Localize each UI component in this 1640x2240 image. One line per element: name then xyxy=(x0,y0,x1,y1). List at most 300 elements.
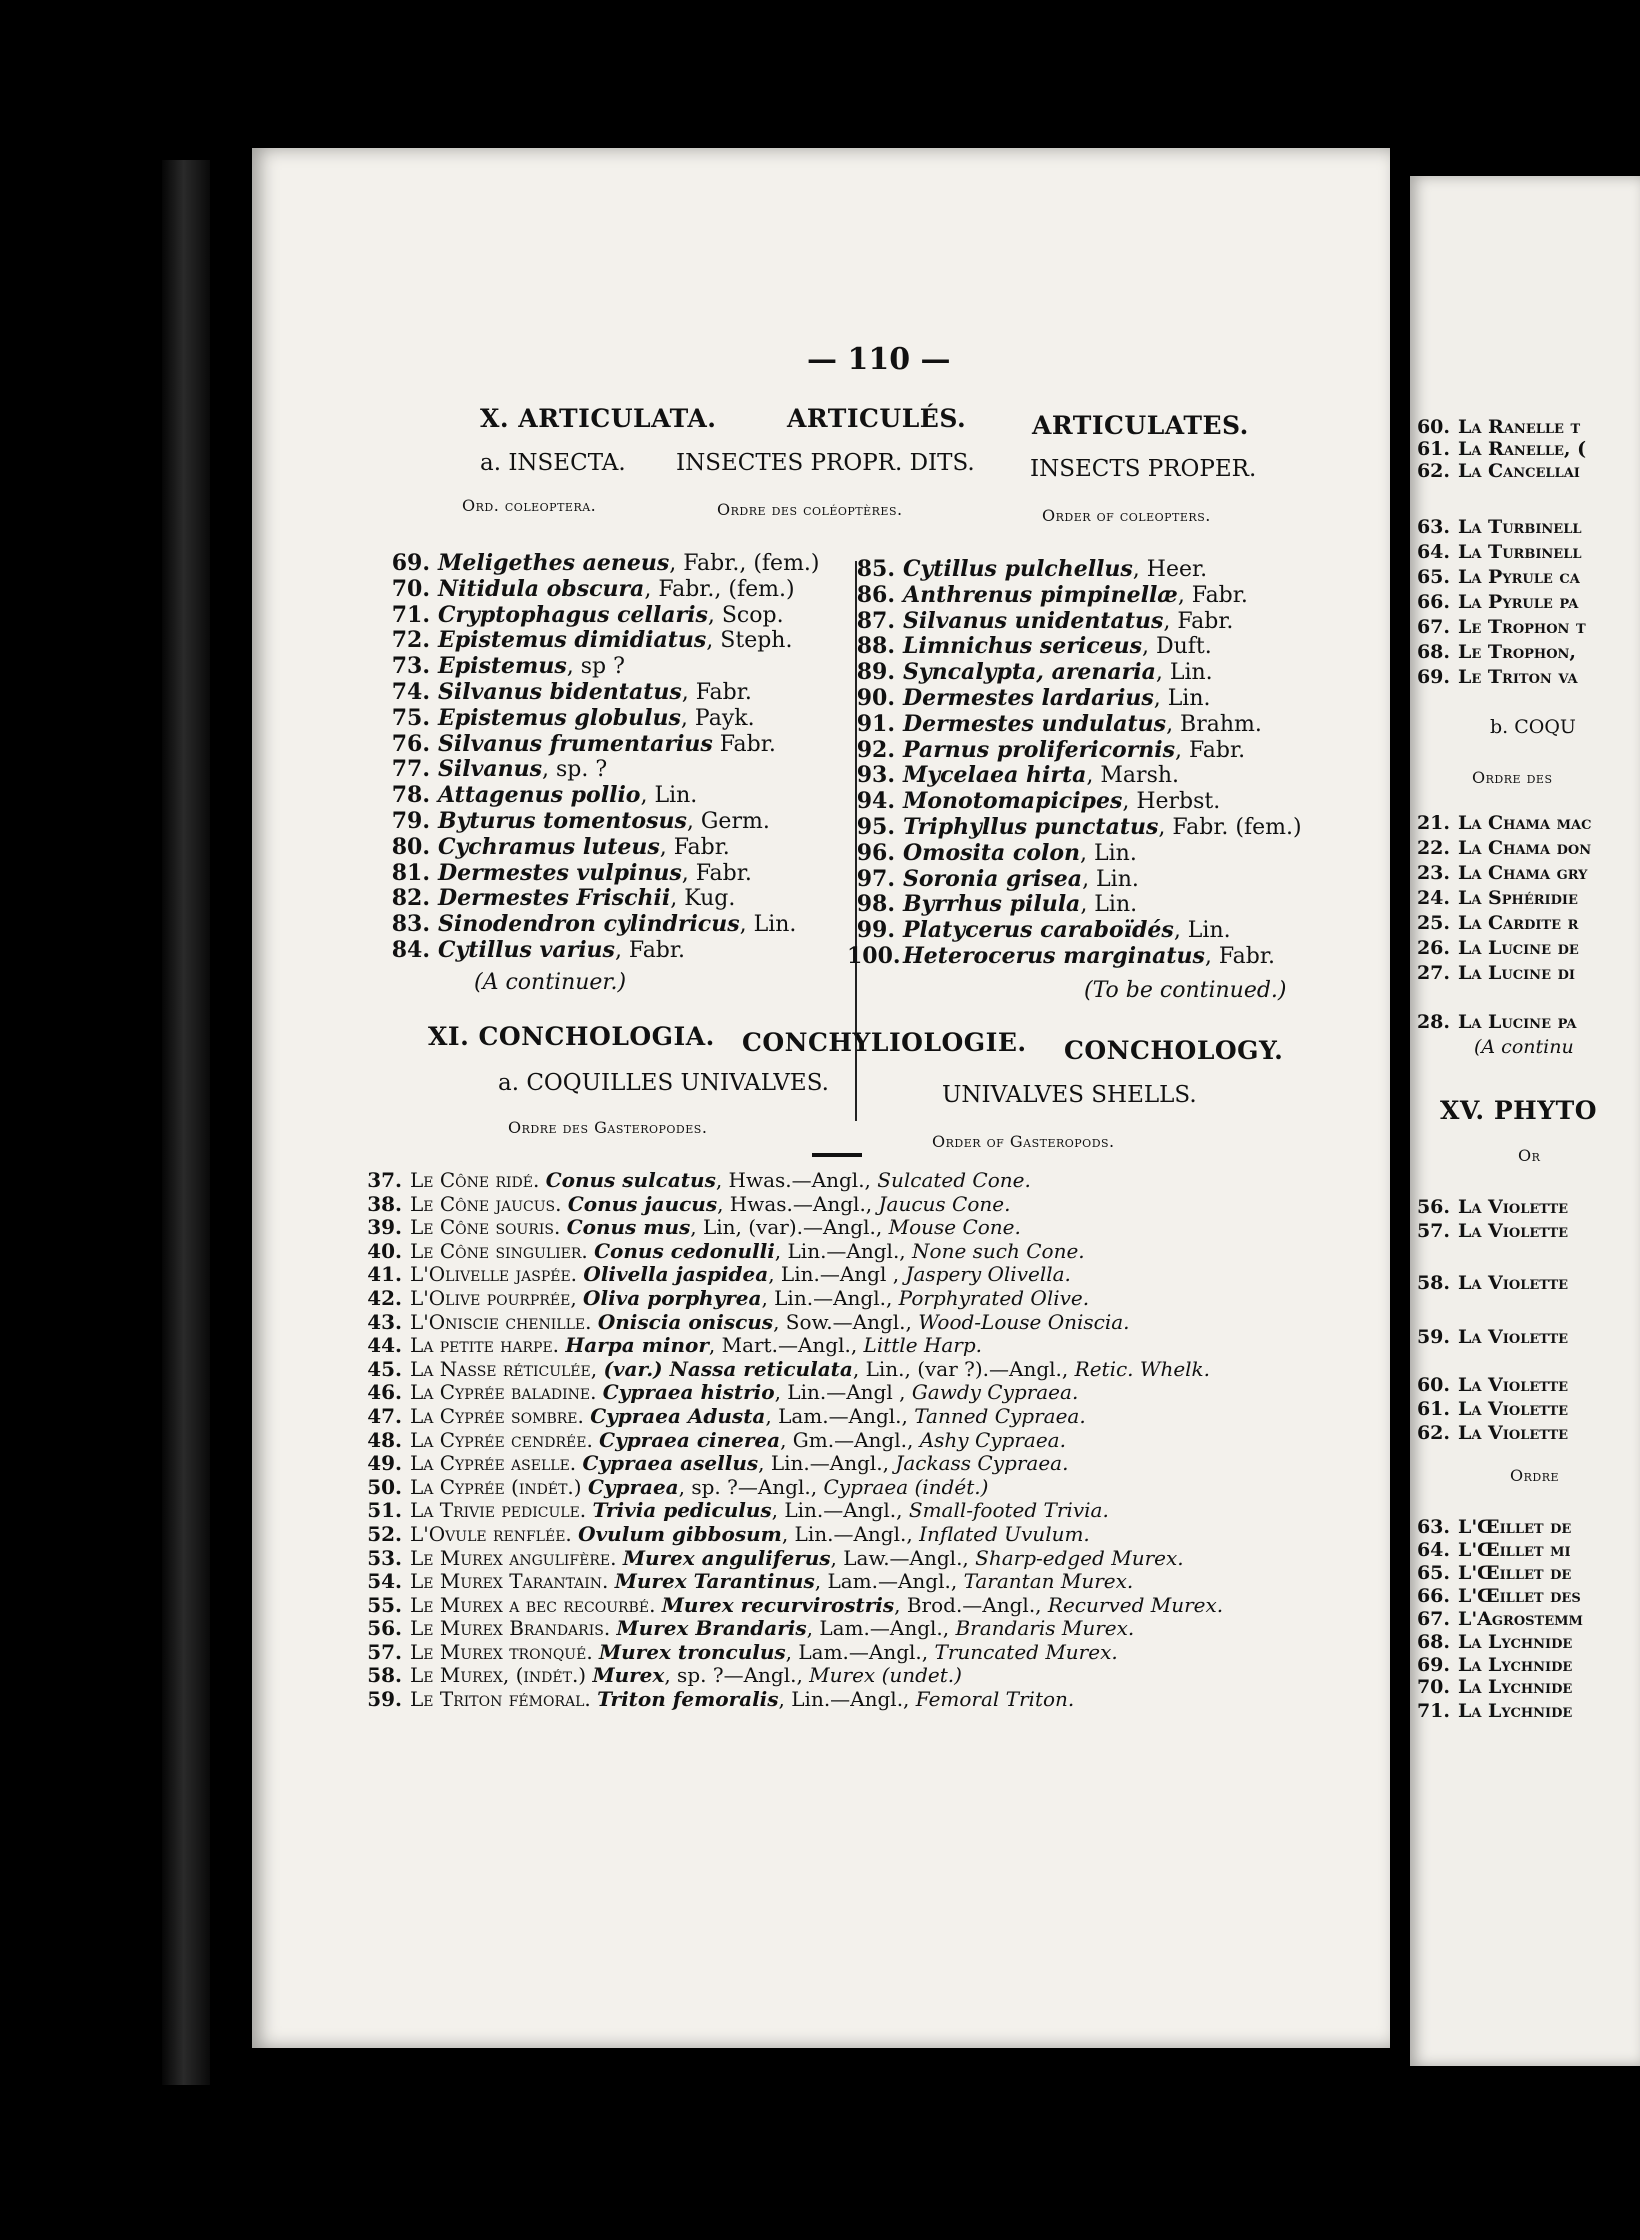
item-text: La Cancellai xyxy=(1458,460,1580,482)
species-name: Monotomapicipes xyxy=(903,788,1123,815)
item-number: 69. xyxy=(1416,666,1450,688)
species-name: Cytillus varius xyxy=(438,936,615,963)
list-item xyxy=(1414,616,1586,641)
latin-name: Cypraea asellus xyxy=(582,1451,759,1476)
item-number: 70. xyxy=(391,575,430,602)
authority: , Lin.—Angl , xyxy=(768,1262,906,1287)
item-text: La Lucine pa xyxy=(1458,1011,1577,1033)
species-name: Platycerus caraboïdés xyxy=(903,917,1174,944)
list-item xyxy=(1414,1398,1568,1422)
latin-name: Ovulum gibbosum xyxy=(578,1521,782,1546)
list-item xyxy=(1414,516,1586,541)
list-item xyxy=(364,1239,1223,1263)
item-number: 51. xyxy=(367,1498,402,1523)
item-text: L'Agrostemm xyxy=(1458,1608,1583,1630)
authority: , Sow.—Angl., xyxy=(773,1309,919,1334)
authority: , Law.—Angl., xyxy=(830,1545,976,1570)
list-item xyxy=(382,911,820,937)
french-name: Le Cône singulier. xyxy=(410,1238,595,1263)
section11-order-english: Order of Gasteropods. xyxy=(932,1132,1115,1151)
list-item xyxy=(1414,1654,1583,1677)
item-number: 80. xyxy=(391,833,430,860)
item-text: L'Œillet mi xyxy=(1458,1539,1571,1561)
latin-name: Murex tronculus xyxy=(599,1639,786,1664)
list-item xyxy=(382,627,820,653)
latin-name: (var.) Nassa reticulata xyxy=(603,1356,853,1381)
item-number: 89. xyxy=(856,659,895,686)
section11-order-french: Ordre des Gasteropodes. xyxy=(508,1118,708,1137)
item-number: 46. xyxy=(367,1380,402,1405)
authority: , Gm.—Angl., xyxy=(780,1427,920,1452)
species-authority: , Scop. xyxy=(707,602,784,628)
item-number: 59. xyxy=(367,1687,402,1712)
english-name: Cypraea (indét.) xyxy=(823,1474,989,1499)
list-item xyxy=(382,834,820,860)
right-section15-heading: XV. PHYTO xyxy=(1440,1096,1597,1125)
item-number: 53. xyxy=(367,1545,402,1570)
list-item xyxy=(847,762,1302,788)
list-item xyxy=(382,937,820,963)
section10-order-latin: Ord. coleoptera. xyxy=(462,496,597,515)
item-number: 62. xyxy=(1416,460,1450,482)
right-item-59 xyxy=(1414,1326,1568,1350)
species-authority: , Fabr., (fem.) xyxy=(669,551,820,576)
latin-name: Triton femoralis xyxy=(597,1687,779,1712)
species-authority: , Steph. xyxy=(706,628,793,654)
species-authority: , Lin. xyxy=(1080,892,1138,918)
authority: , Lin.—Angl., xyxy=(758,1451,896,1476)
list-item xyxy=(1414,1374,1568,1398)
item-number: 90. xyxy=(856,684,895,711)
list-item xyxy=(1414,666,1586,691)
species-authority: , Lin. xyxy=(1173,918,1231,944)
item-number: 73. xyxy=(391,653,430,680)
item-number: 94. xyxy=(856,788,895,815)
item-text: La Sphéridie xyxy=(1458,887,1578,909)
right-list-group3 xyxy=(1414,812,1591,987)
item-number: 22. xyxy=(1416,837,1450,859)
list-item xyxy=(382,782,820,808)
list-item xyxy=(364,1192,1223,1216)
section10-latin-heading: X. ARTICULATA. xyxy=(480,404,717,433)
item-number: 54. xyxy=(367,1569,402,1594)
species-authority: , Lin. xyxy=(1155,660,1213,686)
list-item xyxy=(1414,1326,1568,1350)
list-item xyxy=(382,731,820,757)
item-number: 64. xyxy=(1416,541,1450,563)
item-number: 56. xyxy=(367,1616,402,1641)
item-number: 76. xyxy=(391,730,430,757)
right-page xyxy=(1410,176,1640,2066)
species-authority: , Fabr. xyxy=(1175,737,1246,763)
species-authority: , sp. ? xyxy=(542,757,608,783)
species-authority: , Payk. xyxy=(680,705,755,731)
authority: , Lin, (var).—Angl., xyxy=(690,1215,889,1240)
item-text: La Ranelle t xyxy=(1458,416,1581,438)
list-item xyxy=(1414,1220,1568,1244)
list-item xyxy=(847,917,1302,943)
item-number: 91. xyxy=(856,710,895,737)
item-text: Le Trophon, xyxy=(1458,641,1577,663)
item-number: 70. xyxy=(1416,1676,1450,1698)
latin-name: Oliva porphyrea xyxy=(583,1285,762,1310)
latin-name: Cypraea xyxy=(587,1474,679,1499)
list-item xyxy=(364,1663,1223,1687)
right-continued-note: (To be continued.) xyxy=(1084,978,1287,1003)
french-name: Le Murex Tarantain. xyxy=(410,1569,615,1594)
species-name: Mycelaea hirta xyxy=(903,762,1087,789)
list-item xyxy=(1414,416,1586,438)
species-name: Heterocerus marginatus xyxy=(903,942,1205,969)
species-name: Epistemus globulus xyxy=(438,704,681,731)
authority: , Lam.—Angl., xyxy=(785,1639,935,1664)
english-name: Tanned Cypraea. xyxy=(914,1403,1086,1428)
species-name: Dermestes Frischii xyxy=(438,885,671,912)
list-item xyxy=(1414,591,1586,616)
authority: , Lin.—Angl., xyxy=(761,1285,899,1310)
section-separator xyxy=(812,1153,862,1157)
latin-name: Cypraea Adusta xyxy=(590,1403,766,1428)
item-text: Le Triton va xyxy=(1458,666,1578,688)
list-item xyxy=(364,1569,1223,1593)
item-number: 44. xyxy=(367,1333,402,1358)
right-list-group5 xyxy=(1414,1374,1568,1446)
item-number: 56. xyxy=(1416,1196,1450,1218)
list-item xyxy=(1414,1585,1583,1608)
list-item xyxy=(847,866,1302,892)
species-authority: , Fabr. xyxy=(681,679,752,705)
english-name: Femoral Triton. xyxy=(915,1687,1075,1712)
list-item xyxy=(1414,1608,1583,1631)
item-text: La Lucine de xyxy=(1458,937,1579,959)
species-name: Meligethes aeneus xyxy=(438,550,670,576)
right-order-ordre: Ordre xyxy=(1510,1466,1560,1485)
list-item xyxy=(847,788,1302,814)
item-text: La Chama don xyxy=(1458,837,1592,859)
list-item xyxy=(364,1428,1223,1452)
item-number: 40. xyxy=(367,1238,402,1263)
list-item xyxy=(364,1168,1223,1192)
french-name: Le Triton fémoral. xyxy=(410,1687,598,1712)
english-name: Murex (undet.) xyxy=(809,1663,962,1688)
latin-name: Conus jaucus xyxy=(567,1191,718,1216)
list-item xyxy=(1414,460,1586,482)
english-name: Small-footed Trivia. xyxy=(908,1498,1109,1523)
item-number: 69. xyxy=(1416,1654,1450,1676)
left-page xyxy=(252,148,1390,2048)
list-item xyxy=(847,891,1302,917)
french-name: L'Ovule renflée. xyxy=(410,1521,579,1546)
item-text: La Violette xyxy=(1458,1272,1569,1294)
item-number: 66. xyxy=(1416,1585,1450,1607)
item-number: 69. xyxy=(391,550,430,576)
item-number: 61. xyxy=(1416,1398,1450,1420)
english-name: Ashy Cypraea. xyxy=(919,1427,1066,1452)
list-item xyxy=(382,808,820,834)
item-number: 78. xyxy=(391,782,430,809)
english-name: None such Cone. xyxy=(912,1238,1085,1263)
list-item xyxy=(364,1522,1223,1546)
list-item xyxy=(364,1215,1223,1239)
list-item xyxy=(364,1546,1223,1570)
item-text: La Chama mac xyxy=(1458,812,1592,834)
species-name: Dermestes undulatus xyxy=(903,710,1167,737)
species-name: Nitidula obscura xyxy=(438,575,645,602)
species-name: Soronia grisea xyxy=(903,865,1083,892)
latin-name: Harpa minor xyxy=(565,1333,709,1358)
item-number: 23. xyxy=(1416,862,1450,884)
right-item-28 xyxy=(1414,1011,1577,1036)
item-number: 57. xyxy=(367,1639,402,1664)
list-item xyxy=(364,1498,1223,1522)
item-number: 97. xyxy=(856,865,895,892)
species-authority: , Duft. xyxy=(1142,634,1212,660)
english-name: Truncated Murex. xyxy=(934,1639,1118,1664)
list-item xyxy=(1414,541,1586,566)
book-spine xyxy=(162,160,210,2085)
right-sub-b: b. COQU xyxy=(1490,716,1576,738)
species-authority: , Marsh. xyxy=(1086,763,1180,789)
list-item xyxy=(382,576,820,602)
item-text: La Violette xyxy=(1458,1220,1569,1242)
list-item xyxy=(1414,1539,1583,1562)
section11-french-heading: CONCHYLIOLOGIE. xyxy=(742,1028,1027,1057)
latin-name: Cypraea cinerea xyxy=(599,1427,781,1452)
species-name: Silvanus bidentatus xyxy=(438,678,682,705)
species-name: Byturus tomentosus xyxy=(438,807,687,834)
item-number: 93. xyxy=(856,762,895,789)
item-text: Le Trophon t xyxy=(1458,616,1586,638)
right-list-group6 xyxy=(1414,1516,1583,1677)
species-name: Epistemus dimidiatus xyxy=(438,627,707,654)
list-item xyxy=(847,633,1302,659)
list-item xyxy=(1414,1516,1583,1539)
french-name: Le Cône ridé. xyxy=(410,1168,546,1192)
item-number: 26. xyxy=(1416,937,1450,959)
item-number: 24. xyxy=(1416,887,1450,909)
species-name: Syncalypta, arenaria xyxy=(903,659,1156,686)
list-item xyxy=(1414,812,1591,837)
french-name: Le Murex Brandaris. xyxy=(410,1616,617,1641)
authority: , sp. ?—Angl., xyxy=(664,1663,810,1688)
authority: , Lin., (var ?).—Angl., xyxy=(852,1356,1075,1381)
latin-name: Murex Brandaris xyxy=(616,1616,807,1641)
item-number: 67. xyxy=(1416,1608,1450,1630)
french-name: La Cyprée cendrée. xyxy=(410,1427,600,1452)
species-authority: , Lin. xyxy=(1080,840,1137,866)
section10-sub-french: INSECTES PROPR. DITS. xyxy=(676,450,975,476)
item-number: 68. xyxy=(1416,1631,1450,1653)
section10-order-english: Order of coleopters. xyxy=(1042,506,1211,525)
item-number: 96. xyxy=(856,839,895,866)
species-authority: , Germ. xyxy=(686,808,770,834)
right-list-group2 xyxy=(1414,516,1586,691)
french-name: Le Murex tronqué. xyxy=(410,1639,600,1664)
list-item xyxy=(382,679,820,705)
item-number: 65. xyxy=(1416,566,1450,588)
list-item xyxy=(364,1357,1223,1381)
section11-latin-heading: XI. CONCHOLOGIA. xyxy=(428,1022,715,1051)
section10-order-french: Ordre des coléoptères. xyxy=(717,500,903,519)
authority: , Lin.—Angl., xyxy=(781,1521,920,1546)
list-item xyxy=(364,1380,1223,1404)
item-number: 62. xyxy=(1416,1422,1450,1444)
item-number: 42. xyxy=(367,1285,402,1310)
french-name: La petite harpe. xyxy=(410,1333,566,1358)
list-item xyxy=(364,1262,1223,1286)
item-number: 43. xyxy=(367,1309,402,1334)
item-number: 60. xyxy=(1416,416,1450,438)
species-authority: , Lin. xyxy=(640,783,698,809)
english-name: Brandaris Murex. xyxy=(955,1616,1135,1641)
english-name: Wood-Louse Oniscia. xyxy=(918,1309,1130,1334)
list-item xyxy=(847,840,1302,866)
french-name: La Cyprée (indét.) xyxy=(410,1474,588,1499)
english-name: Jackass Cypraea. xyxy=(895,1451,1069,1476)
item-number: 67. xyxy=(1416,616,1450,638)
item-number: 77. xyxy=(391,756,430,783)
item-number: 71. xyxy=(391,601,430,628)
section11-english-heading: CONCHOLOGY. xyxy=(1064,1036,1284,1065)
latin-name: Conus mus xyxy=(566,1215,691,1240)
species-name: Silvanus xyxy=(438,756,543,783)
item-number: 58. xyxy=(1416,1272,1450,1294)
authority: , Lam.—Angl., xyxy=(765,1403,915,1428)
species-name: Sinodendron cylindricus xyxy=(438,911,740,938)
section10-sub-latin: a. INSECTA. xyxy=(480,450,626,476)
item-number: 39. xyxy=(367,1215,402,1240)
species-name: Silvanus frumentarius xyxy=(438,730,713,757)
list-item xyxy=(364,1687,1223,1711)
list-item xyxy=(1414,1676,1572,1700)
item-number: 74. xyxy=(391,678,430,705)
right-order-or: Or xyxy=(1518,1146,1541,1165)
species-authority: , Kug. xyxy=(670,886,736,912)
english-name: Sharp-edged Murex. xyxy=(975,1545,1184,1570)
french-name: La Nasse réticulée, xyxy=(410,1356,604,1381)
english-name: Inflated Uvulum. xyxy=(919,1521,1090,1546)
french-name: La Trivie pedicule. xyxy=(410,1498,593,1523)
latin-name: Conus cedonulli xyxy=(594,1238,775,1263)
list-item xyxy=(382,653,820,679)
latin-name: Oniscia oniscus xyxy=(597,1309,774,1334)
item-number: 58. xyxy=(367,1663,402,1688)
list-item xyxy=(1414,912,1591,937)
item-number: 21. xyxy=(1416,812,1450,834)
right-item-58 xyxy=(1414,1272,1568,1296)
item-number: 61. xyxy=(1416,438,1450,460)
item-number: 88. xyxy=(856,633,895,660)
species-name: Cychramus luteus xyxy=(438,833,660,860)
species-name: Cytillus pulchellus xyxy=(903,556,1133,582)
insect-list-right xyxy=(847,556,1302,969)
french-name: La Cyprée baladine. xyxy=(410,1380,603,1405)
species-authority: , Heer. xyxy=(1132,557,1208,582)
species-authority: , Brahm. xyxy=(1166,711,1262,737)
species-name: Triphyllus punctatus xyxy=(903,813,1159,840)
english-name: Porphyrated Olive. xyxy=(898,1285,1090,1310)
list-item xyxy=(1414,937,1591,962)
latin-name: Trivia pediculus xyxy=(592,1498,772,1523)
species-authority: , Fabr., (fem.) xyxy=(644,576,795,602)
list-item xyxy=(847,556,1302,582)
item-number: 79. xyxy=(391,807,430,834)
french-name: Le Cône souris. xyxy=(410,1215,567,1240)
item-number: 48. xyxy=(367,1427,402,1452)
english-name: Tarantan Murex. xyxy=(963,1569,1134,1594)
section11-sub-french: a. COQUILLES UNIVALVES. xyxy=(498,1070,829,1096)
item-number: 45. xyxy=(367,1356,402,1381)
species-name: Silvanus unidentatus xyxy=(903,607,1164,634)
latin-name: Olivella jaspidea xyxy=(583,1262,769,1287)
latin-name: Conus sulcatus xyxy=(545,1168,716,1192)
species-authority: , Fabr. xyxy=(1177,582,1248,608)
item-number: 60. xyxy=(1416,1374,1450,1396)
authority: , Mart.—Angl., xyxy=(708,1333,864,1358)
species-name: Parnus prolifericornis xyxy=(903,736,1176,763)
authority: , Hwas.—Angl., xyxy=(717,1191,879,1216)
list-item xyxy=(1414,1011,1577,1036)
list-item xyxy=(382,885,820,911)
french-name: Le Murex, (indét.) xyxy=(410,1663,593,1688)
item-number: 85. xyxy=(856,556,895,582)
item-number: 100. xyxy=(847,942,901,969)
item-text: La Lychnide xyxy=(1458,1700,1573,1722)
item-text: La Turbinell xyxy=(1458,541,1582,563)
item-text: La Chama gry xyxy=(1458,862,1588,884)
list-item xyxy=(1414,887,1591,912)
list-item xyxy=(1414,1196,1568,1220)
item-number: 28. xyxy=(1416,1011,1450,1033)
list-item xyxy=(382,756,820,782)
species-name: Byrrhus pilula xyxy=(903,891,1081,918)
item-number: 41. xyxy=(367,1262,402,1287)
item-text: La Violette xyxy=(1458,1398,1569,1420)
french-name: Le Cône jaucus. xyxy=(410,1191,568,1216)
list-item xyxy=(1414,1272,1568,1296)
french-name: L'Olivelle jaspée. xyxy=(410,1262,584,1287)
list-item xyxy=(364,1404,1223,1428)
item-number: 47. xyxy=(367,1403,402,1428)
item-number: 37. xyxy=(367,1168,402,1192)
authority: , Lin.—Angl., xyxy=(771,1498,909,1523)
french-name: Le Murex a bec recourbé. xyxy=(410,1592,662,1617)
list-item xyxy=(382,550,820,576)
list-item xyxy=(364,1616,1223,1640)
species-authority: Fabr. xyxy=(712,731,776,757)
species-name: Cryptophagus cellaris xyxy=(438,601,708,628)
species-name: Anthrenus pimpinellæ xyxy=(903,581,1178,608)
right-list-group7 xyxy=(1414,1676,1572,1724)
page-number: — 110 — xyxy=(807,342,951,377)
latin-name: Cypraea histrio xyxy=(602,1380,775,1405)
list-item xyxy=(382,602,820,628)
authority: , Lin.—Angl., xyxy=(778,1687,916,1712)
species-authority: , Fabr. xyxy=(1163,608,1234,634)
latin-name: Murex Tarantinus xyxy=(614,1569,815,1594)
list-item xyxy=(847,685,1302,711)
item-number: 64. xyxy=(1416,1539,1450,1561)
english-name: Recurved Murex. xyxy=(1047,1592,1224,1617)
list-item xyxy=(364,1451,1223,1475)
item-number: 84. xyxy=(391,936,430,963)
list-item xyxy=(847,711,1302,737)
list-item xyxy=(364,1475,1223,1499)
list-item xyxy=(364,1640,1223,1664)
item-number: 83. xyxy=(391,911,430,938)
english-name: Gawdy Cypraea. xyxy=(911,1380,1079,1405)
item-number: 59. xyxy=(1416,1326,1450,1348)
